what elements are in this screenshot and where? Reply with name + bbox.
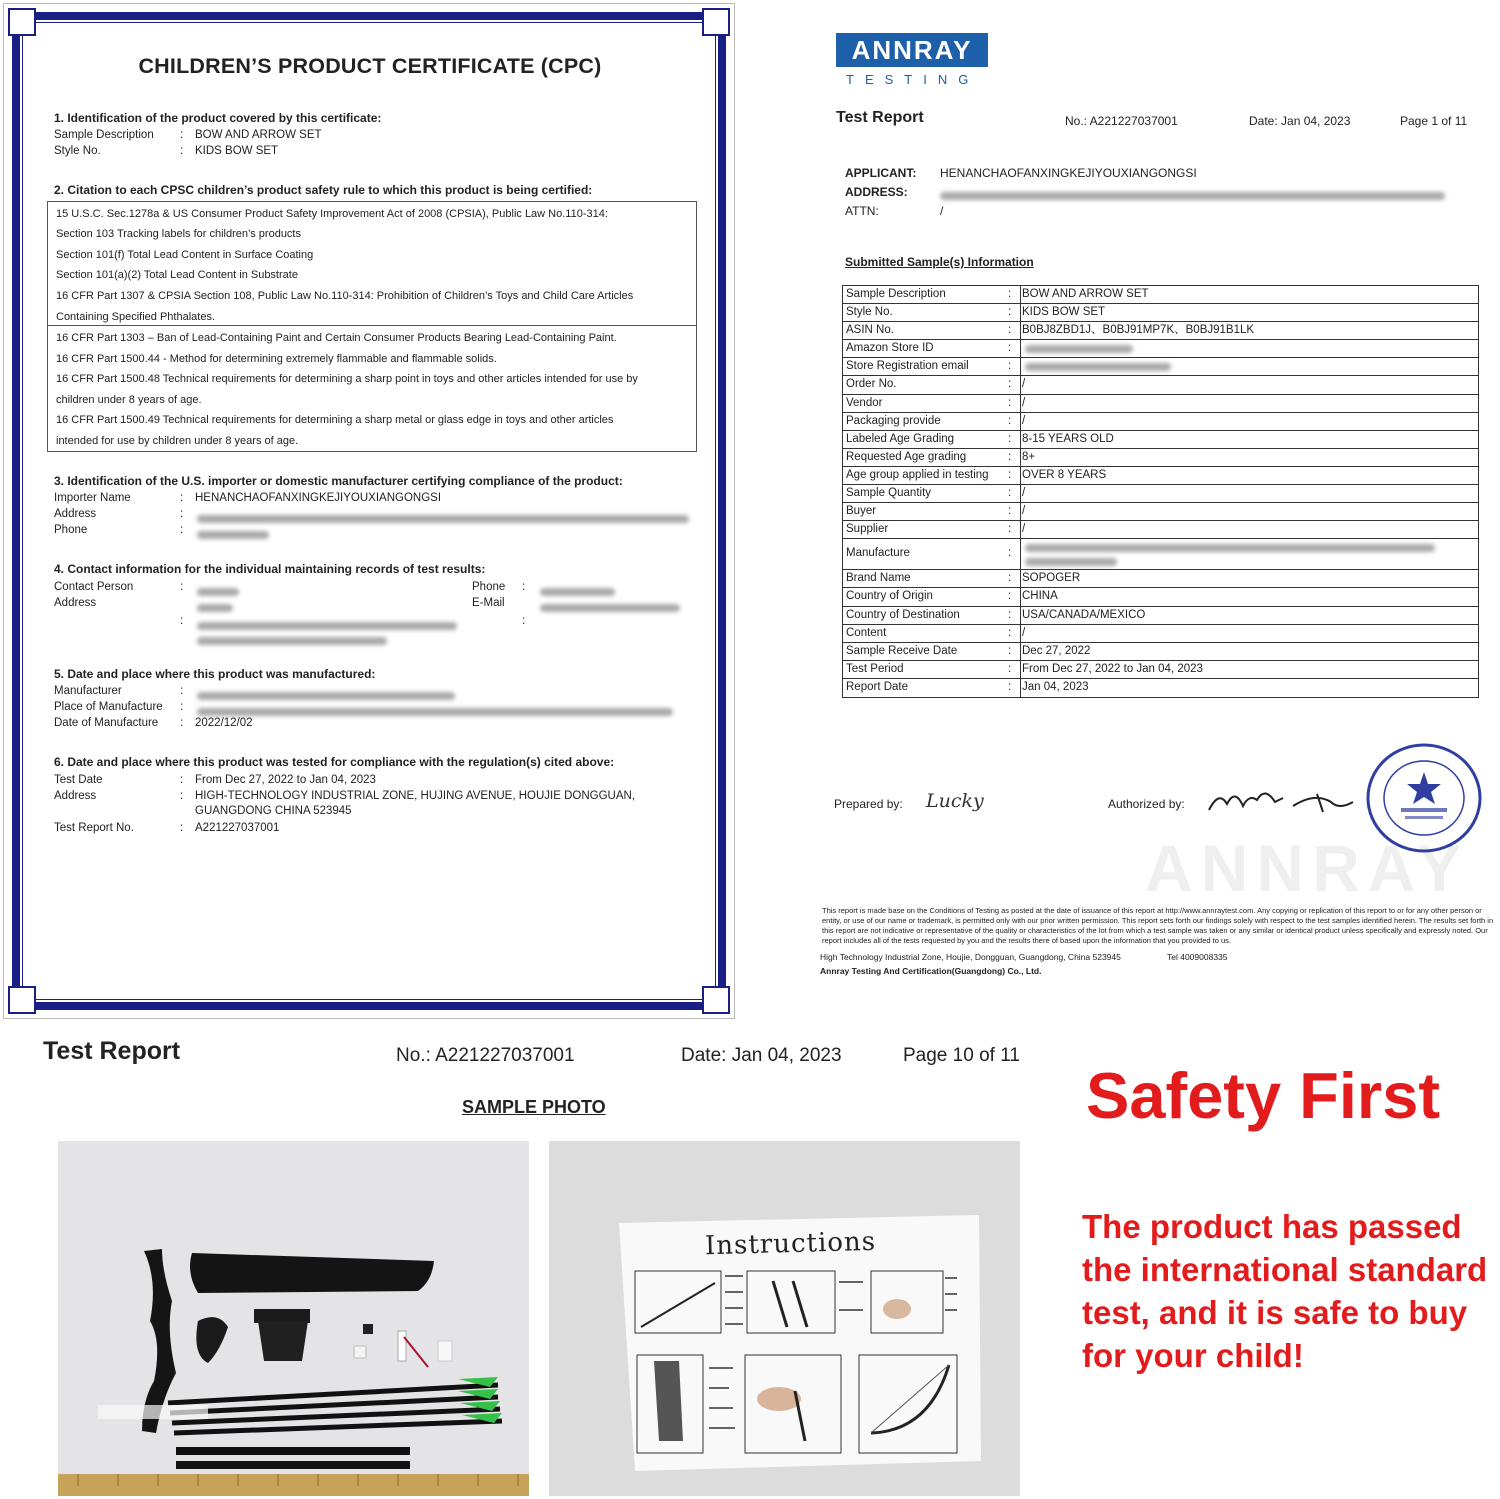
table-cell-label: Sample Description bbox=[846, 288, 946, 300]
label: Address bbox=[54, 597, 97, 609]
authorized-signature bbox=[1205, 780, 1365, 820]
attn-value: / bbox=[940, 204, 944, 218]
rule-line: Section 101(f) Total Lead Content in Surface Coating bbox=[56, 249, 314, 261]
cpc-certificate: CHILDREN’S PRODUCT CERTIFICATE (CPC) 1. Identification of the product covered by this certificate: Sample Description : BOW AND ARROW SET Style No. : KIDS BOW SET 2. Citation to each CPSC children’s product safety rule to which this product is being certified: 15 U.S.C. Sec.1278a & US Consumer Product Safety Improvement Act of 2008 (CPSIA), Public Law No.110-314: Section 103 Tracking labels for children’s products Section 101(f) Total Lead Content in Surface Coating Section 101(a)(2) Total Lead Content in Substrate 16 CFR Part 1307 & CPSIA Section 108, Public Law No.110-314: Prohibition of Children’s Toys and Child Care Articles Containing Specified Phthalates. 16 CFR Part 1303 – Ban of Lead-Containing Paint and Certain Consumer Products Bearing Lead-Containing Paint. 16 CFR Part 1500.44 - Method for determining extremely flammable and flammable solids. 16 CFR Part 1500.48 Technical requirements for determining a sharp point in toys and other articles intended for use by children under 8 years of age. 16 CFR Part 1500.49 Technical requirements for determining a sharp metal or glass edge in toys and other articles intended for use by children under 8 years of age. 3. Identification of the U.S. importer or domestic manufacturer certifying compliance of the product: Importer Name : HENANCHAOFANXINGKEJIYOUXIANGONGSI Address : Phone : 4. Contact information for the individual maintaining records of test results: Contact Person : Address : Phone : E-Mail : 5. Date and place where this product was manufactured: Manufacturer : Place of Manufacture : Date of Manufacture : 2022/12/02 6. Date and place where this product was tested for compliance with the regulation(s) cited above: Test Date : From Dec 27, 2022 to Jan 04, 2023 Address : HIGH-TECHNOLOGY INDUSTRIAL ZONE, HUJING AVENUE, HOUJIE DONGGUAN, GUANGDONG CHINA 523945 Test Report No. : A221227037001 bbox=[3, 3, 735, 1019]
table-row: Sample Quantity : / bbox=[843, 485, 1478, 503]
redacted-text bbox=[197, 531, 269, 539]
table-cell-label: Labeled Age Grading bbox=[846, 432, 955, 445]
prepared-signature: Lucky bbox=[926, 790, 984, 812]
label: Phone bbox=[54, 524, 88, 536]
table-row: Style No. : KIDS BOW SET bbox=[843, 304, 1478, 322]
table-cell-value: SOPOGER bbox=[1022, 572, 1081, 585]
test-address: HIGH-TECHNOLOGY INDUSTRIAL ZONE, HUJING AVENUE, HOUJIE DONGGUAN, bbox=[195, 790, 636, 802]
table-cell-value: From Dec 27, 2022 to Jan 04, 2023 bbox=[1022, 662, 1203, 675]
table-cell-value: 8-15 YEARS OLD bbox=[1022, 432, 1114, 445]
sample-photo-bow-kit bbox=[58, 1141, 529, 1496]
table-cell-value: OVER 8 YEARS bbox=[1022, 468, 1107, 481]
table-row: Sample Description : BOW AND ARROW SET bbox=[843, 286, 1478, 304]
redacted-text bbox=[197, 637, 387, 645]
disclaimer: This report is made base on the Conditions of Testing as posted at the date of issuance of this report at http://www.annraytest.com. Any copying or replication of this report to or for any other person or entity, or use of our name or trademark, is permitted only with our prior written permission. This report sets forth our findings solely with respect to the test samples identified herein. The results set forth in this report are not indicative or representative of the quality or characteristics of the lot from which a test sample was taken or any similar or identical product unless specifically and expressly noted. Our report includes all of the tests requested by you and the results there of based upon the information that you provided to us. bbox=[822, 906, 1494, 945]
table-cell-label: Sample Receive Date bbox=[846, 644, 958, 657]
table-cell-label: Vendor bbox=[846, 396, 883, 409]
table-cell-label: Report Date bbox=[846, 680, 909, 693]
table-cell-value: Jan 04, 2023 bbox=[1022, 680, 1089, 693]
table-cell-label: Brand Name bbox=[846, 572, 911, 585]
table-cell-label: Test Period bbox=[846, 662, 904, 675]
table-row: Amazon Store ID : bbox=[843, 340, 1478, 358]
table-cell-value bbox=[1020, 340, 1022, 357]
rule-line: Section 103 Tracking labels for children’s products bbox=[56, 228, 301, 240]
rule-line: 16 CFR Part 1500.44 - Method for determining extremely flammable and flammable solids. bbox=[56, 353, 497, 365]
table-cell-label: Requested Age grading bbox=[846, 450, 967, 463]
table-cell-value: B0BJ8ZBD1J、B0BJ91MP7K、B0BJ91B1LK bbox=[1022, 324, 1255, 337]
label: Style No. bbox=[54, 145, 101, 157]
table-row: Store Registration email : bbox=[843, 358, 1478, 376]
label: E-Mail bbox=[472, 597, 505, 609]
test-address: GUANGDONG CHINA 523945 bbox=[195, 805, 352, 817]
sample-info-table bbox=[842, 285, 1479, 698]
table-row: Brand Name : SOPOGER bbox=[843, 570, 1478, 588]
rule-citations-box bbox=[47, 201, 697, 452]
safety-message: The product has passed the international standard test, and it is safe to buy for your child! bbox=[1082, 1208, 1488, 1374]
rule-line: 16 CFR Part 1500.48 Technical requirements for determining a sharp point in toys and other articles intended for use by bbox=[56, 373, 638, 385]
table-row: Test Period : From Dec 27, 2022 to Jan 04, 2023 bbox=[843, 661, 1478, 679]
table-cell-label: Amazon Store ID bbox=[846, 342, 934, 355]
table-cell-value: 8+ bbox=[1022, 450, 1036, 463]
section-title: Submitted Sample(s) Information bbox=[845, 255, 1034, 269]
report-page: Page 1 of 11 bbox=[1400, 114, 1468, 128]
sample-photo-heading: SAMPLE PHOTO bbox=[462, 1097, 606, 1117]
report-number: No.: A221227037001 bbox=[396, 1045, 575, 1066]
redacted-text bbox=[940, 192, 1445, 200]
table-row: Manufacture : bbox=[843, 539, 1478, 570]
prepared-label: Prepared by: bbox=[834, 797, 903, 811]
corner-ornament bbox=[8, 8, 36, 36]
table-row: Country of Origin : CHINA bbox=[843, 588, 1478, 606]
table-cell-label: Content bbox=[846, 626, 887, 639]
address-label: ADDRESS: bbox=[845, 185, 908, 199]
section-2-heading: 2. Citation to each CPSC children’s product safety rule to which this product is being certified: bbox=[54, 183, 593, 197]
rule-line: children under 8 years of age. bbox=[56, 394, 202, 406]
importer-name: HENANCHAOFANXINGKEJIYOUXIANGONGSI bbox=[195, 492, 442, 504]
redacted-text bbox=[197, 515, 689, 523]
table-cell-label: ASIN No. bbox=[846, 324, 894, 337]
table-row: Sample Receive Date : Dec 27, 2022 bbox=[843, 643, 1478, 661]
section-5-heading: 5. Date and place where this product was manufactured: bbox=[54, 667, 376, 681]
annray-logo-subtitle: TESTING bbox=[846, 72, 980, 87]
table-cell-value bbox=[1020, 539, 1022, 569]
table-cell-value: / bbox=[1022, 414, 1026, 427]
label: Importer Name bbox=[54, 492, 131, 504]
bow-kit-image bbox=[58, 1141, 529, 1496]
table-cell-value: / bbox=[1022, 505, 1026, 518]
table-cell-label: Store Registration email bbox=[846, 360, 969, 373]
rule-line: 16 CFR Part 1307 & CPSIA Section 108, Public Law No.110-314: Prohibition of Children’s Toys and Child Care Articles bbox=[56, 290, 634, 302]
table-cell-label: Style No. bbox=[846, 306, 893, 319]
label: Date of Manufacture bbox=[54, 717, 159, 729]
rule-line: Containing Specified Phthalates. bbox=[56, 311, 215, 323]
label: Test Date bbox=[54, 774, 103, 786]
table-row: ASIN No. : B0BJ8ZBD1J、B0BJ91MP7K、B0BJ91B1LK bbox=[843, 322, 1478, 340]
redacted-text bbox=[1025, 544, 1435, 552]
section-3-heading: 3. Identification of the U.S. importer or domestic manufacturer certifying compliance of the product: bbox=[54, 474, 623, 488]
rule-line: 16 CFR Part 1500.49 Technical requirements for determining a sharp metal or glass edge in toys and other articles bbox=[56, 414, 614, 426]
value: KIDS BOW SET bbox=[195, 145, 279, 157]
footer-address: High Technology Industrial Zone, Houjie, Dongguan, Guangdong, China 523945 bbox=[820, 952, 1121, 962]
label: Test Report No. bbox=[54, 822, 134, 834]
report-date: Date: Jan 04, 2023 bbox=[681, 1045, 842, 1066]
table-row: Labeled Age Grading : 8-15 YEARS OLD bbox=[843, 431, 1478, 449]
table-cell-value: KIDS BOW SET bbox=[1022, 306, 1106, 319]
report-number: No.: A221227037001 bbox=[1065, 114, 1178, 128]
table-cell-value: / bbox=[1022, 523, 1026, 536]
watermark: ANNRAY bbox=[1145, 831, 1470, 905]
corner-ornament bbox=[8, 986, 36, 1014]
redacted-text bbox=[1025, 558, 1117, 566]
test-report-number: A221227037001 bbox=[195, 822, 280, 834]
report-title: Test Report bbox=[43, 1037, 181, 1065]
rule-line: 16 CFR Part 1303 – Ban of Lead-Containing Paint and Certain Consumer Products Bearing Lead-Containing Paint. bbox=[56, 332, 617, 344]
label: Contact Person bbox=[54, 581, 134, 593]
rule-line: Section 101(a)(2) Total Lead Content in Substrate bbox=[56, 269, 298, 281]
table-cell-label: Packaging provide bbox=[846, 414, 941, 427]
table-cell-label: Order No. bbox=[846, 378, 897, 391]
table-row: Requested Age grading : 8+ bbox=[843, 449, 1478, 467]
table-cell-value bbox=[1020, 358, 1022, 375]
section-1-heading: 1. Identification of the product covered by this certificate: bbox=[54, 111, 382, 125]
report-date: Date: Jan 04, 2023 bbox=[1249, 114, 1351, 128]
table-row: Order No. : / bbox=[843, 376, 1478, 394]
table-cell-label: Manufacture bbox=[846, 547, 910, 560]
table-row: Report Date : Jan 04, 2023 bbox=[843, 679, 1478, 697]
table-row: Buyer : / bbox=[843, 503, 1478, 521]
label: Address bbox=[54, 790, 97, 802]
table-cell-value: BOW AND ARROW SET bbox=[1022, 288, 1149, 300]
report-page: Page 10 of 11 bbox=[903, 1045, 1020, 1066]
label: Sample Description bbox=[54, 129, 154, 141]
table-row: Packaging provide : / bbox=[843, 413, 1478, 431]
label: Address bbox=[54, 508, 97, 520]
section-6-heading: 6. Date and place where this product was tested for compliance with the regulation(s) cited above: bbox=[54, 755, 615, 769]
section-4-heading: 4. Contact information for the individual maintaining records of test results: bbox=[54, 562, 486, 576]
table-cell-value: USA/CANADA/MEXICO bbox=[1022, 608, 1146, 621]
redacted-text bbox=[197, 604, 233, 612]
table-cell-value: / bbox=[1022, 396, 1026, 409]
authorized-label: Authorized by: bbox=[1108, 797, 1185, 811]
value: BOW AND ARROW SET bbox=[195, 129, 322, 141]
corner-ornament bbox=[702, 986, 730, 1014]
footer-company: Annray Testing And Certification(Guangdong) Co., Ltd. bbox=[820, 966, 1042, 976]
instructions-title: Instructions bbox=[704, 1226, 877, 1262]
label: Place of Manufacture bbox=[54, 701, 163, 713]
table-row: Vendor : / bbox=[843, 395, 1478, 413]
redacted-text bbox=[197, 622, 457, 630]
redacted-text bbox=[1025, 363, 1171, 371]
manufacture-date: 2022/12/02 bbox=[195, 717, 253, 729]
table-row: Country of Destination : USA/CANADA/MEXICO bbox=[843, 607, 1478, 625]
redacted-text bbox=[197, 692, 455, 700]
table-cell-label: Supplier bbox=[846, 523, 889, 536]
report-title: Test Report bbox=[836, 109, 924, 126]
footer-tel: Tel 4009008335 bbox=[1167, 952, 1228, 962]
annray-logo: ANNRAY bbox=[836, 33, 988, 67]
table-cell-value: / bbox=[1022, 378, 1026, 391]
rule-line: 15 U.S.C. Sec.1278a & US Consumer Product Safety Improvement Act of 2008 (CPSIA), Public Law No.110-314: bbox=[56, 208, 608, 220]
table-row: Age group applied in testing : OVER 8 YEARS bbox=[843, 467, 1478, 485]
table-cell-label: Age group applied in testing bbox=[846, 468, 989, 481]
applicant-label: APPLICANT: bbox=[845, 166, 917, 180]
table-cell-label: Sample Quantity bbox=[846, 487, 932, 500]
redacted-text bbox=[197, 588, 239, 596]
corner-ornament bbox=[702, 8, 730, 36]
company-seal-icon bbox=[1365, 742, 1483, 854]
applicant-value: HENANCHAOFANXINGKEJIYOUXIANGONGSI bbox=[940, 166, 1197, 180]
table-row: Content : / bbox=[843, 625, 1478, 643]
table-cell-label: Country of Destination bbox=[846, 608, 960, 621]
table-cell-label: Country of Origin bbox=[846, 590, 933, 603]
redacted-text bbox=[540, 588, 615, 596]
table-cell-value: / bbox=[1022, 626, 1026, 639]
table-cell-value: CHINA bbox=[1022, 590, 1058, 603]
table-row: Supplier : / bbox=[843, 521, 1478, 539]
table-cell-value: / bbox=[1022, 487, 1026, 500]
table-cell-label: Buyer bbox=[846, 505, 877, 518]
test-date: From Dec 27, 2022 to Jan 04, 2023 bbox=[195, 774, 376, 786]
safety-headline: Safety First bbox=[1086, 1059, 1441, 1132]
redacted-text bbox=[540, 604, 680, 612]
rule-line: intended for use by children under 8 years of age. bbox=[56, 435, 299, 447]
redacted-text bbox=[197, 708, 673, 716]
table-cell-value: Dec 27, 2022 bbox=[1022, 644, 1091, 657]
attn-label: ATTN: bbox=[845, 204, 879, 218]
label: Manufacturer bbox=[54, 685, 122, 697]
label: Phone bbox=[472, 581, 506, 593]
redacted-text bbox=[1025, 345, 1133, 353]
instruction-sheet-image bbox=[549, 1141, 1020, 1496]
certificate-title: CHILDREN’S PRODUCT CERTIFICATE (CPC) bbox=[138, 54, 602, 78]
sample-photo-instructions bbox=[549, 1141, 1020, 1496]
